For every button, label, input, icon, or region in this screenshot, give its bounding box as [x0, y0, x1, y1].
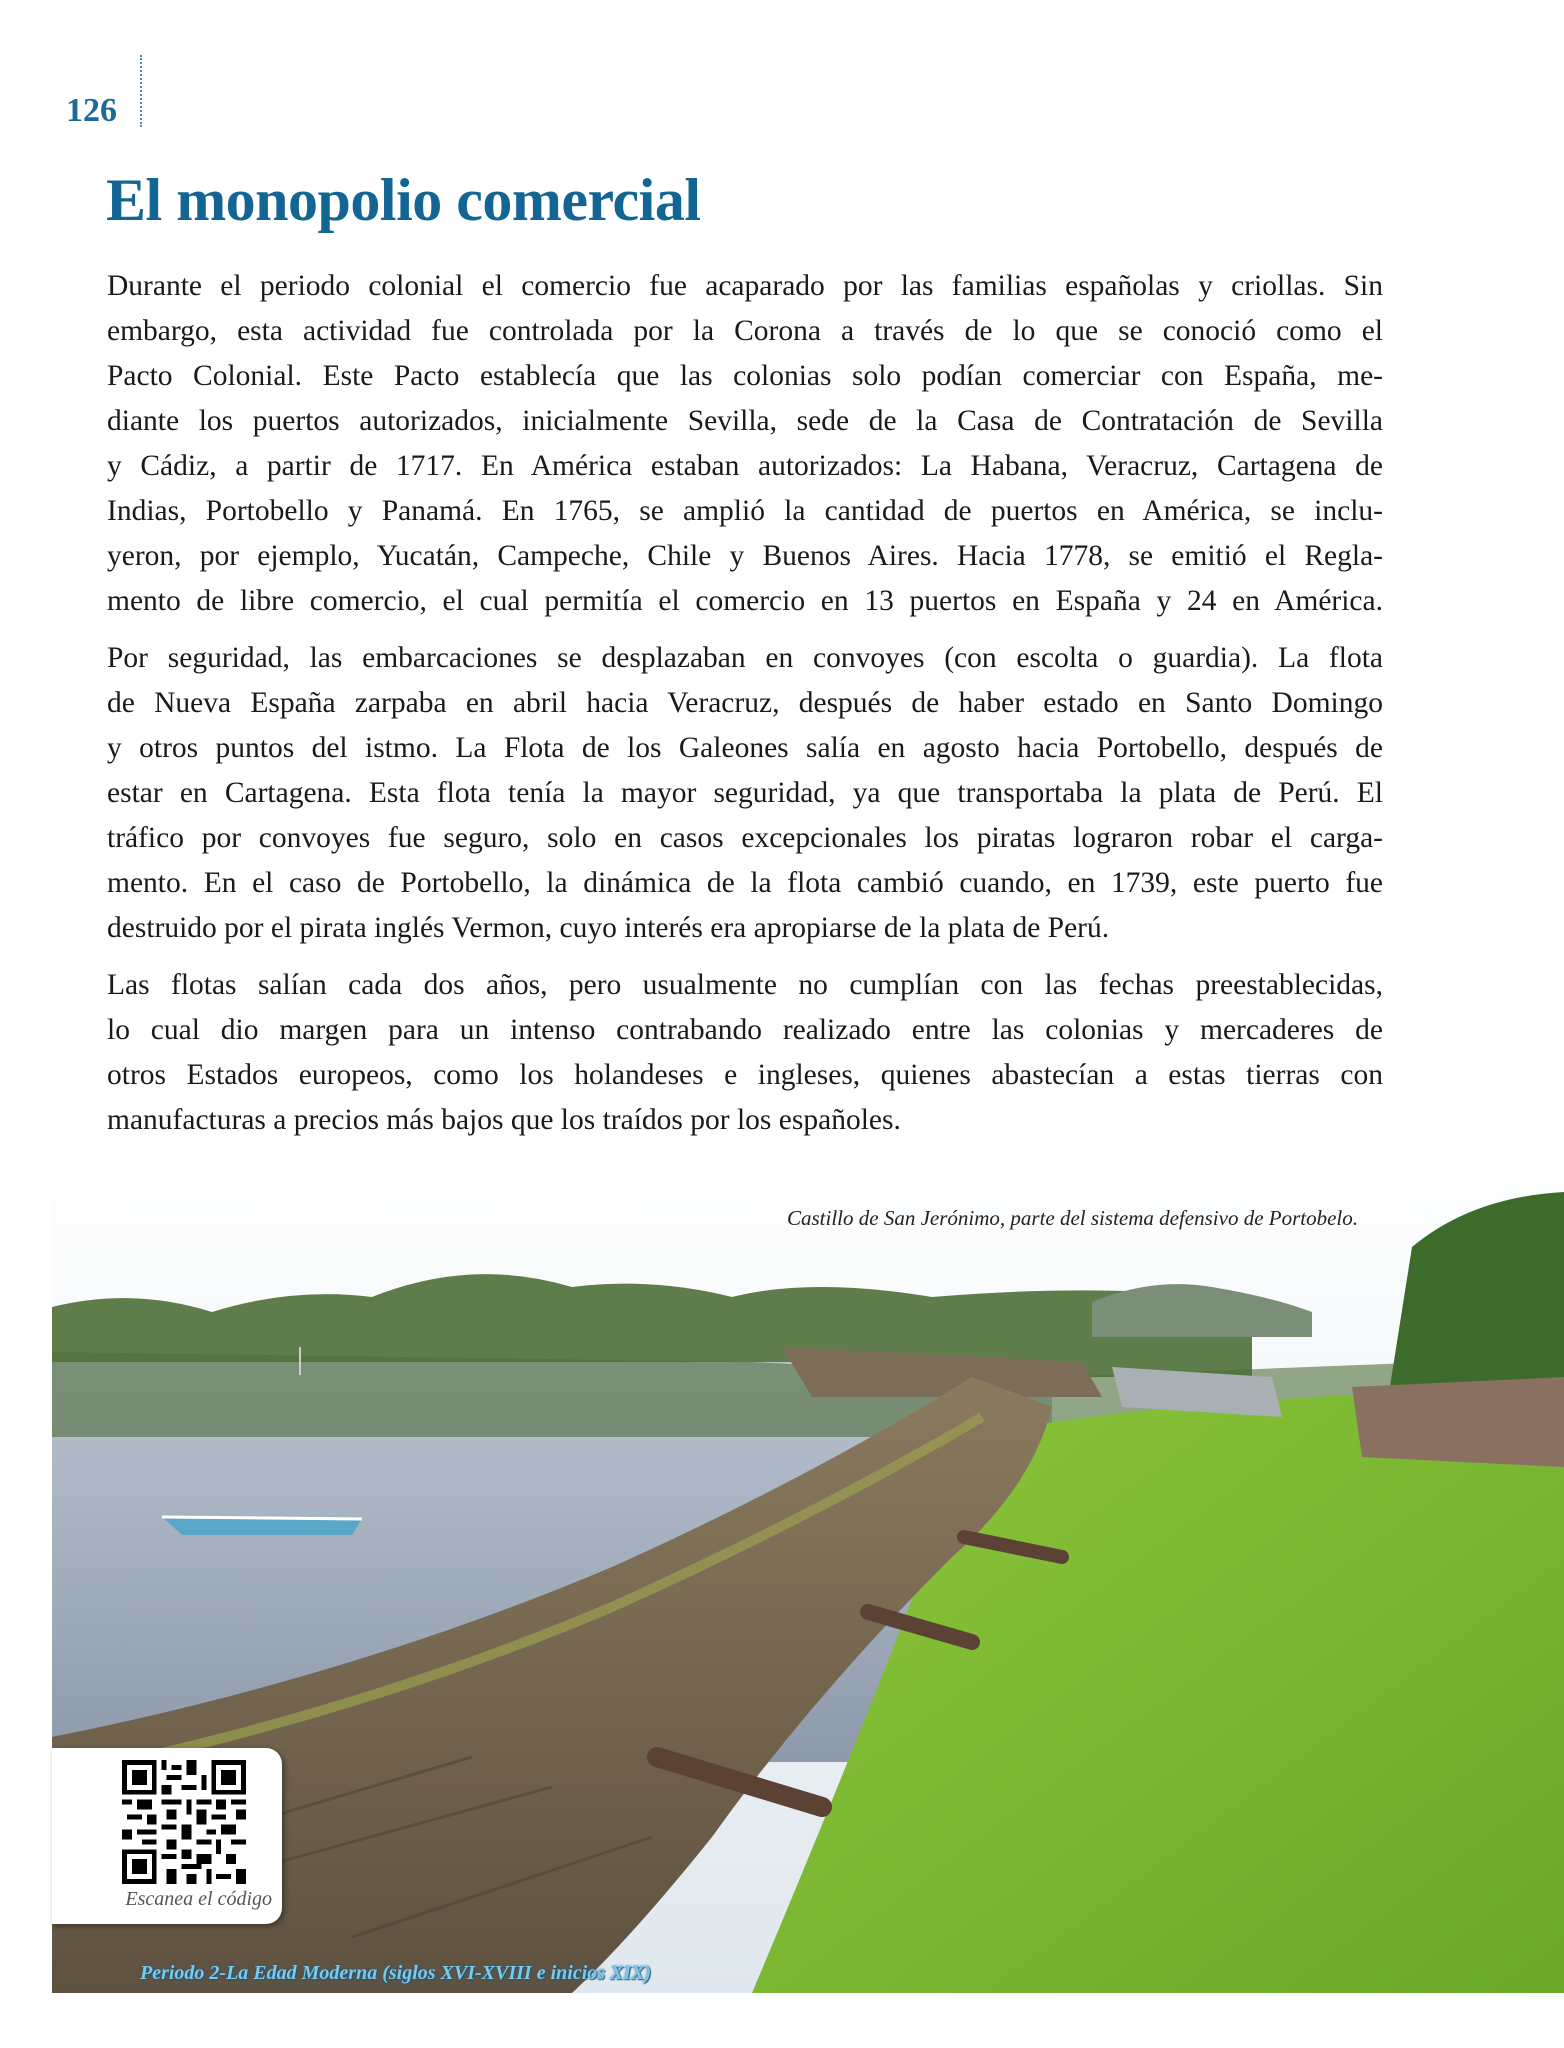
text-line: lo cual dio margen para un intenso contrabando realizado entre las colonias y mercaderes de: [107, 1014, 1383, 1046]
text-line: Durante el periodo colonial el comercio fue acaparado por las familias españolas y criollas. Sin: [107, 270, 1383, 302]
text-line: Por seguridad, las embarcaciones se desplazaban en convoyes (con escolta o guardia). La flota: [107, 642, 1383, 674]
text-line: otros Estados europeos, como los holandeses e ingleses, quienes abastecían a estas tierras con: [107, 1059, 1383, 1091]
text-line: mento. En el caso de Portobello, la dinámica de la flota cambió cuando, en 1739, este puerto fue: [107, 867, 1383, 899]
text-line: yeron, por ejemplo, Yucatán, Campeche, Chile y Buenos Aires. Hacia 1778, se emitió el Regla-: [107, 540, 1383, 572]
text-line: diante los puertos autorizados, inicialmente Sevilla, sede de la Casa de Contratación de Sevilla: [107, 405, 1383, 437]
boat: [162, 1517, 362, 1535]
text-line: Las flotas salían cada dos años, pero usualmente no cumplían con las fechas preestablecidas,: [107, 969, 1383, 1001]
paragraph-2: [107, 636, 1383, 951]
text-line: destruido por el pirata inglés Vermon, cuyo interés era apropiarse de la plata de Perú.: [107, 912, 1110, 944]
text-line: Indias, Portobello y Panamá. En 1765, se amplió la cantidad de puertos en América, se inclu-: [107, 495, 1383, 527]
text-line: mento de libre comercio, el cual permitía el comercio en 13 puertos en España y 24 en América.: [107, 585, 1383, 617]
photo-caption: Castillo de San Jerónimo, parte del sistema defensivo de Portobelo.: [787, 1206, 1358, 1230]
text-line: manufacturas a precios más bajos que los traídos por los españoles.: [107, 1104, 901, 1136]
page-title: El monopolio comercial: [106, 167, 701, 233]
text-line: tráfico por convoyes fue seguro, solo en casos excepcionales los piratas lograron robar el carga-: [107, 822, 1383, 854]
text-line: embargo, esta actividad fue controlada por la Corona a través de lo que se conoció como el: [107, 315, 1383, 347]
page-number-divider: [140, 55, 142, 127]
text-line: de Nueva España zarpaba en abril hacia Veracruz, después de haber estado en Santo Domingo: [107, 687, 1383, 719]
page-number: 126: [66, 92, 117, 129]
body-text: [107, 264, 1383, 1155]
text-line: y Cádiz, a partir de 1717. En América estaban autorizados: La Habana, Veracruz, Cartagena de: [107, 450, 1383, 482]
text-line: y otros puntos del istmo. La Flota de los Galeones salía en agosto hacia Portobello, después de: [107, 732, 1383, 764]
text-line: estar en Cartagena. Esta flota tenía la mayor seguridad, ya que transportaba la plata de Perú. El: [107, 777, 1383, 809]
paragraph-3: [107, 963, 1383, 1143]
footer-period-label: Periodo 2-La Edad Moderna (siglos XVI-XVIII e inicios XIX): [140, 1962, 652, 1984]
text-line: Pacto Colonial. Este Pacto establecía que las colonias solo podían comerciar con España, me-: [107, 360, 1383, 392]
qr-label: Escanea el código: [125, 1888, 272, 1910]
qr-code-icon[interactable]: [122, 1760, 246, 1884]
paragraph-1: [107, 264, 1383, 624]
qr-code-card[interactable]: [52, 1748, 282, 1924]
